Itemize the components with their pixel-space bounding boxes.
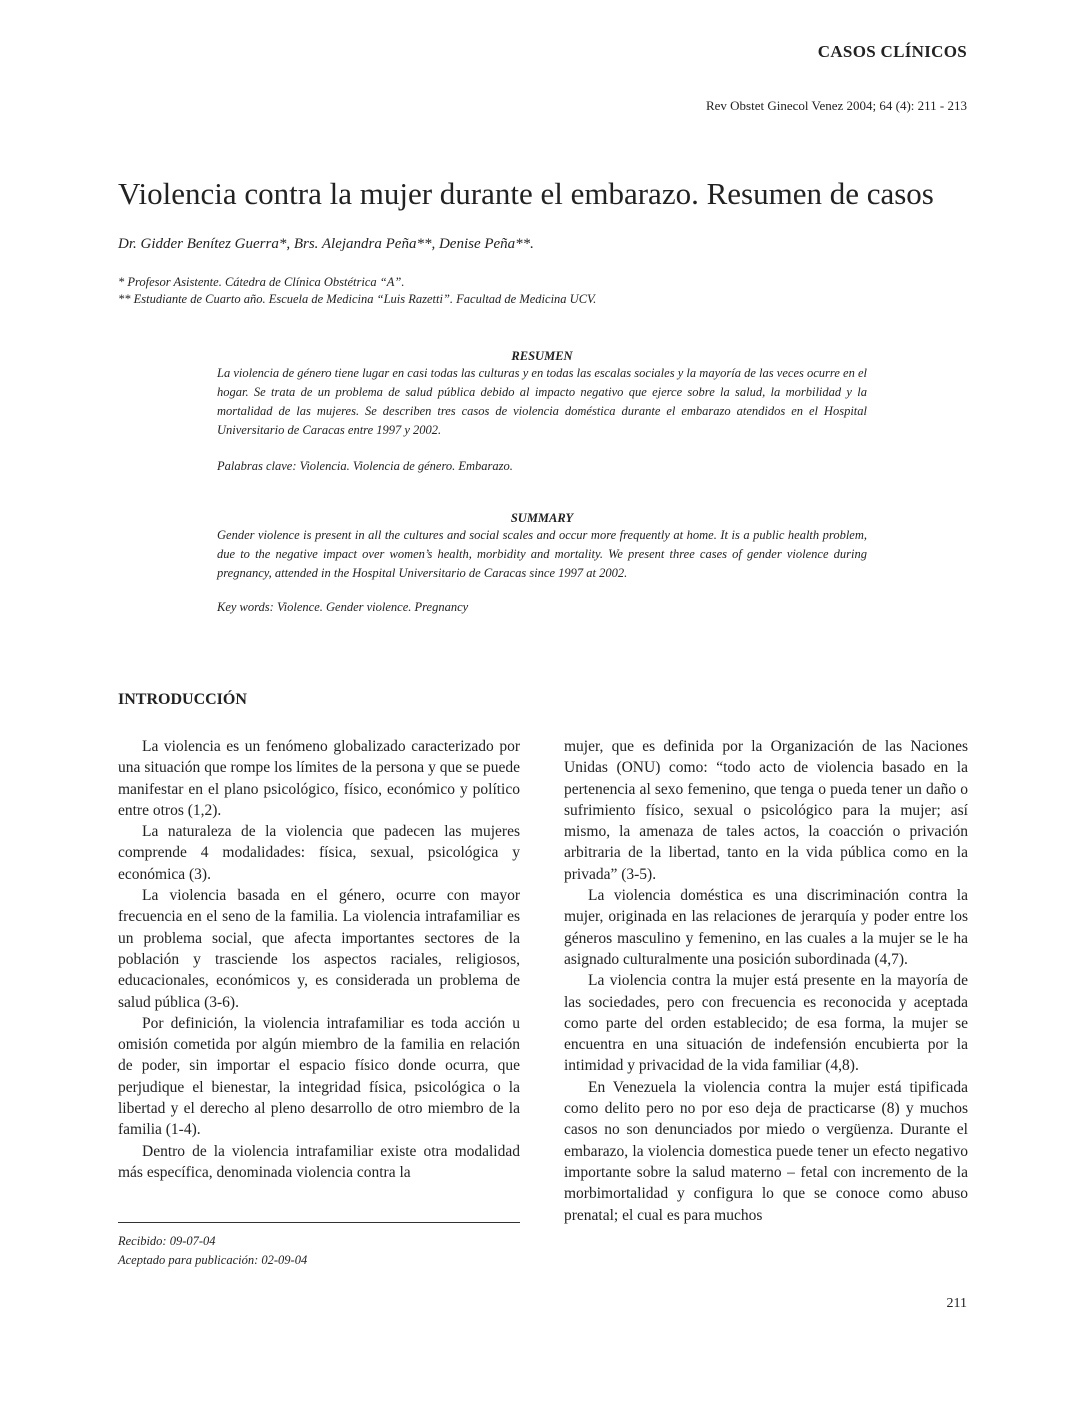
footnote-dates bbox=[118, 1232, 307, 1270]
journal-citation: Rev Obstet Ginecol Venez 2004; 64 (4): 211 - 213 bbox=[705, 98, 967, 113]
affiliation-2: ** Estudiante de Cuarto año. Escuela de Medicina “Luis Razetti”. Facultad de Medicina UCV. bbox=[118, 292, 597, 306]
body-column-left bbox=[118, 736, 520, 1183]
paragraph: En Venezuela la violencia contra la mujer está tipificada como delito pero no por eso deja de practicarse (8) y muchos casos no son denunciados por miedo o vergüenza. Durante el embarazo, la violencia domestica puede tener un efecto negativo importante sobre la salud materno – fetal con incremento de la morbimortalidad y configura lo que se conoce como abuso prenatal; el cual es para muchos bbox=[564, 1078, 968, 1224]
affiliation-1: * Profesor Asistente. Cátedra de Clínica Obstétrica “A”. bbox=[118, 275, 405, 289]
summary-heading: SUMMARY bbox=[510, 511, 574, 525]
resumen-text: La violencia de género tiene lugar en casi todas las culturas y en todas las escalas sociales y la mayoría de las veces ocurre en el hogar. Se trata de un problema de salud pública debido al impacto negativo que ejerce sobre la salud, la morbilidad y la mortalidad de las mujeres. Se describen tres casos de violencia doméstica durante el embarazo atendidos en el Hospital Universitario de Caracas entre 1997 y 2002. bbox=[217, 366, 867, 437]
resumen-keywords: Palabras clave: Violencia. Violencia de género. Embarazo. bbox=[217, 459, 513, 473]
summary-block bbox=[217, 511, 867, 583]
paragraph: La violencia basada en el género, ocurre con mayor frecuencia en el seno de la familia. La violencia intrafamiliar es un problema social, que afecta importantes sectores de la población y trasciende los aspectos raciales, religiosos, educacionales, económicos y, es considerada un problema de salud pública (3-6). bbox=[118, 887, 520, 1011]
body-column-right bbox=[564, 736, 968, 1226]
section-label: CASOS CLÍNICOS bbox=[817, 42, 967, 61]
paragraph: La violencia contra la mujer está presente en la mayoría de las sociedades, pero con frecuencia es reconocida y aceptada como parte del orden establecido; de esa forma, la mujer se encuentra en una situación de indefensión encubierta por la intimidad y privacidad de la vida familiar (4,8). bbox=[564, 972, 968, 1075]
paragraph: La violencia doméstica es una discriminación contra la mujer, originada en las relaciones de jerarquía y poder entre los géneros masculino y femenino, en las cuales a la mujer se le ha asignado culturalmente una posición subordinada (4,7). bbox=[564, 887, 968, 968]
summary-keywords: Key words: Violence. Gender violence. Pregnancy bbox=[217, 600, 469, 614]
paragraph: La violencia es un fenómeno globalizado caracterizado por una situación que rompe los límites de la persona y que se puede manifestar en el plano psicológico, físico, económico y político entre otros (1,2). bbox=[118, 738, 520, 819]
paragraph: Por definición, la violencia intrafamiliar es toda acción u omisión cometida por algún miembro de la familia en relación de poder, sin importar el espacio físico donde ocurra, que perjudique el bienestar, la integridad física, psicológica o la libertad y el derecho al pleno desarrollo de otro miembro de la familia (1-4). bbox=[118, 1014, 520, 1139]
received-date: Recibido: 09-07-04 bbox=[118, 1234, 216, 1248]
article-authors: Dr. Gidder Benítez Guerra*, Brs. Alejandra Peña**, Denise Peña**. bbox=[118, 236, 534, 252]
page-number: 211 bbox=[946, 1296, 967, 1311]
footnote-divider bbox=[118, 1222, 520, 1223]
accepted-date: Aceptado para publicación: 02-09-04 bbox=[118, 1253, 308, 1267]
resumen-block bbox=[217, 349, 867, 440]
article-title: Violencia contra la mujer durante el embarazo. Resumen de casos bbox=[118, 176, 934, 211]
resumen-heading: RESUMEN bbox=[511, 349, 573, 363]
summary-text: Gender violence is present in all the cultures and social scales and occur more frequently at home. It is a public health problem, due to the negative impact over women’s health, morbidity and mortality. We present three cases of gender violence during pregnancy, attended in the Hospital Universitario de Caracas since 1997 at 2002. bbox=[217, 528, 867, 580]
paragraph: mujer, que es definida por la Organización de las Naciones Unidas (ONU) como: “todo acto de violencia basado en la pertenencia al sexo femenino, que tenga o pueda tener un daño o sufrimiento físico, sexual o psicológico para la mujer; así mismo, la amenaza de tales actos, la coacción o privación arbitraria de la libertad, tanto en la vida pública como en la privada” (3-5). bbox=[564, 738, 968, 883]
paragraph: La naturaleza de la violencia que padecen las mujeres comprende 4 modalidades: física, sexual, psicológica y económica (3). bbox=[118, 823, 520, 883]
introduction-heading: INTRODUCCIÓN bbox=[118, 691, 247, 708]
paragraph: Dentro de la violencia intrafamiliar existe otra modalidad más específica, denominada violencia contra la bbox=[118, 1142, 520, 1181]
